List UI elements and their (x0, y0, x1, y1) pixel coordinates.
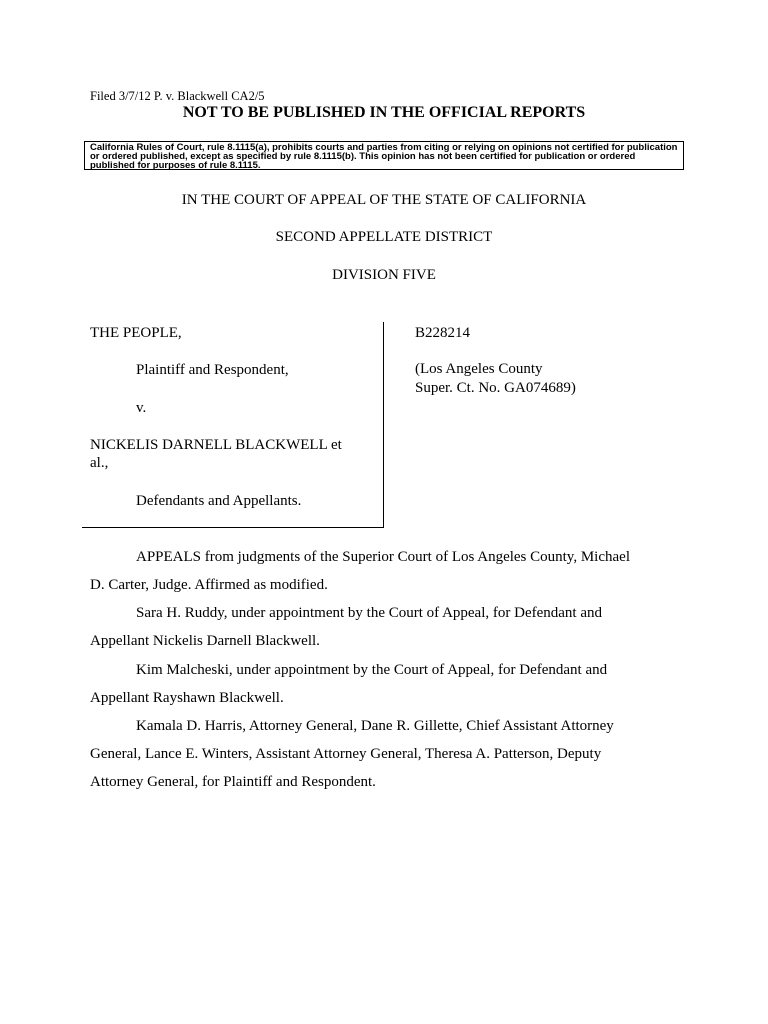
rule-notice-box: California Rules of Court, rule 8.1115(a), prohibits courts and parties from citing or relying on opinions not certified for publication or ordered published, except as specified by rule 8.1115(b). This opinion has not been certified for publication or ordered published for purposes of rule 8.1115. (84, 141, 684, 170)
caption-horizontal-divider (82, 527, 384, 528)
plaintiff-name: THE PEOPLE, (90, 325, 182, 341)
versus: v. (136, 400, 147, 416)
appellate-district: SECOND APPELLATE DISTRICT (275, 229, 493, 245)
court-name: IN THE COURT OF APPEAL OF THE STATE OF CALIFORNIA (181, 192, 587, 208)
defendant-name-line1: NICKELIS DARNELL BLACKWELL et (90, 437, 342, 453)
caption-vertical-divider (383, 322, 384, 528)
county-line2: Super. Ct. No. GA074689) (415, 380, 576, 396)
filed-line: Filed 3/7/12 P. v. Blackwell CA2/5 (90, 89, 265, 103)
county-line1: (Los Angeles County (415, 361, 543, 377)
case-number: B228214 (415, 325, 471, 341)
body-line: D. Carter, Judge. Affirmed as modified. (90, 577, 328, 593)
body-line: Appellant Nickelis Darnell Blackwell. (90, 633, 320, 649)
body-line: Kim Malcheski, under appointment by the Court of Appeal, for Defendant and (136, 662, 608, 678)
plaintiff-role: Plaintiff and Respondent, (136, 362, 289, 378)
body-line: General, Lance E. Winters, Assistant Attorney General, Theresa A. Patterson, Deputy (90, 746, 602, 762)
body-line: Kamala D. Harris, Attorney General, Dane R. Gillette, Chief Assistant Attorney (136, 718, 614, 734)
body-line: Attorney General, for Plaintiff and Respondent. (90, 774, 376, 790)
division: DIVISION FIVE (332, 267, 436, 283)
not-published-heading: NOT TO BE PUBLISHED IN THE OFFICIAL REPORTS (182, 104, 586, 121)
defendant-role: Defendants and Appellants. (136, 493, 302, 509)
body-line: Sara H. Ruddy, under appointment by the Court of Appeal, for Defendant and (136, 605, 602, 621)
defendant-name-line2: al., (90, 455, 109, 471)
body-line: APPEALS from judgments of the Superior Court of Los Angeles County, Michael (136, 549, 630, 565)
body-line: Appellant Rayshawn Blackwell. (90, 690, 284, 706)
